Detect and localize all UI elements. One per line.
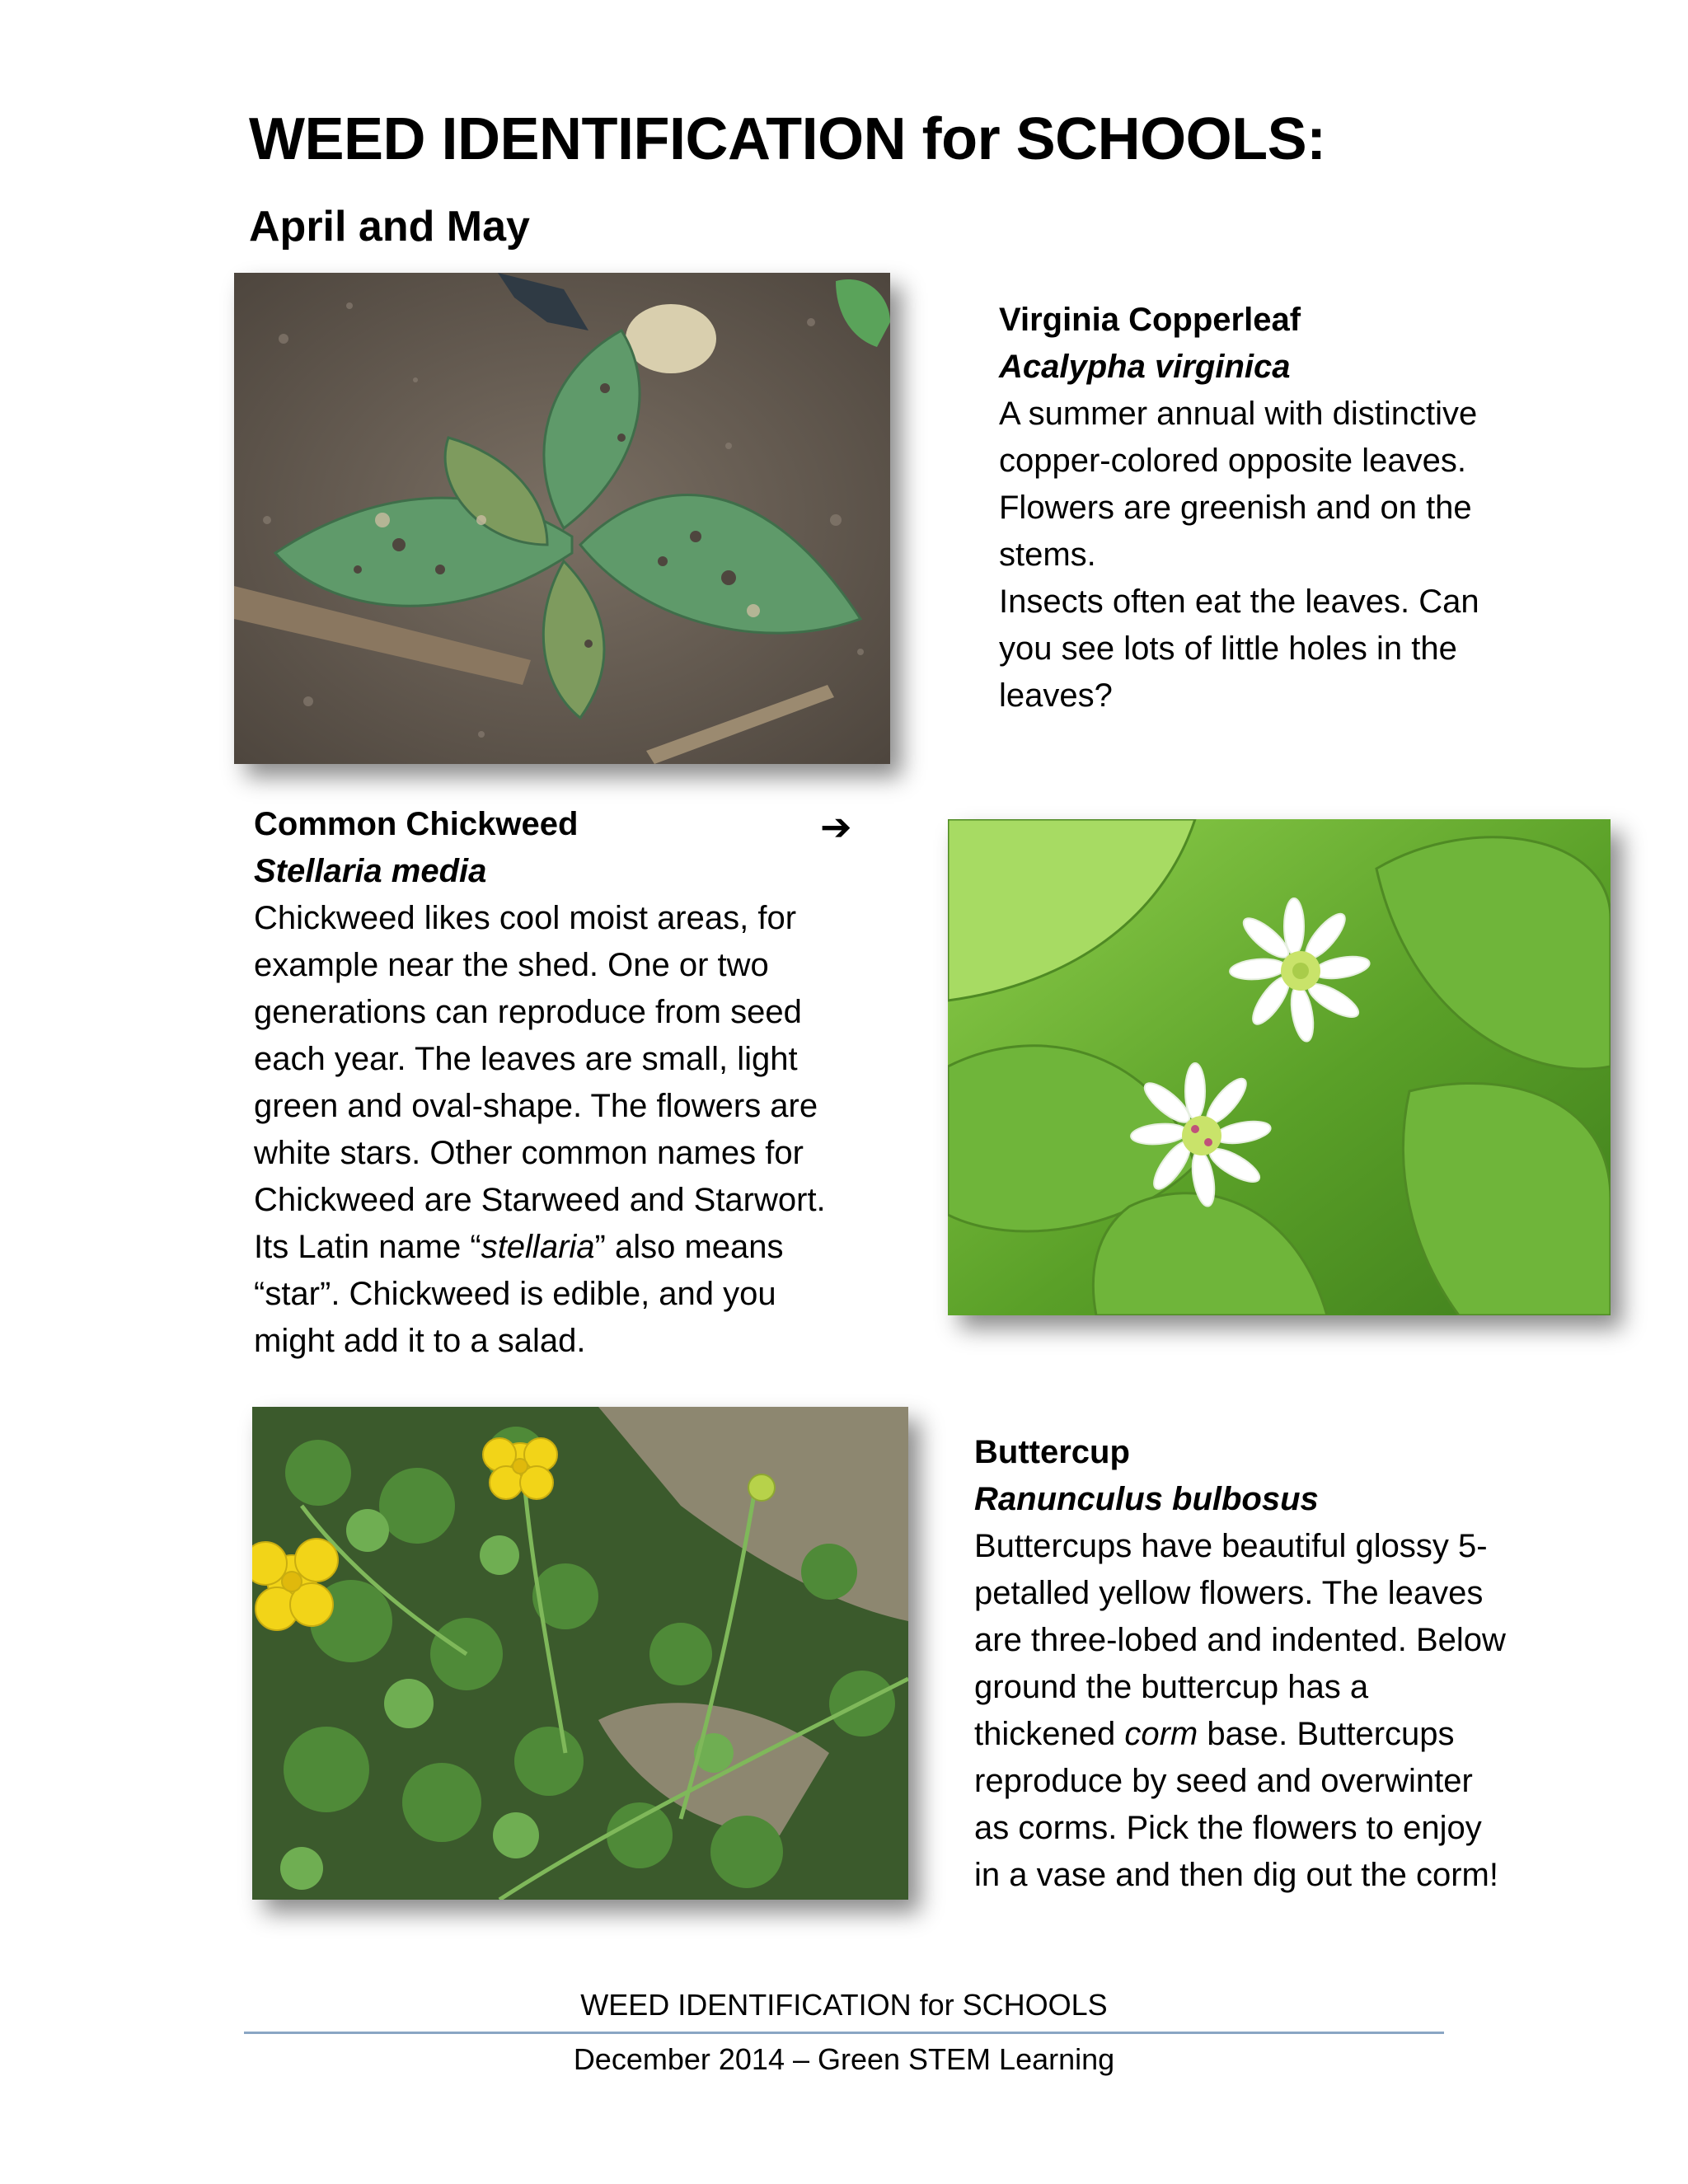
description-line: “star”. Chickweed is edible, and you — [254, 1276, 776, 1312]
copperleaf-photo — [234, 273, 890, 764]
footer-divider — [244, 2032, 1444, 2034]
footer-title: WEED IDENTIFICATION for SCHOOLS — [580, 1988, 1108, 2022]
page-title: WEED IDENTIFICATION for SCHOOLS: — [249, 106, 1326, 172]
buttercup-plants-icon — [252, 1407, 908, 1900]
description-line: petalled yellow flowers. The leaves — [974, 1575, 1484, 1611]
description-line: A summer annual with distinctive — [999, 396, 1478, 432]
description-line: Chickweed are Starweed and Starwort. — [254, 1182, 826, 1218]
copperleaf-seedling-icon — [234, 273, 890, 764]
description-line: reproduce by seed and overwinter — [974, 1763, 1473, 1799]
description-line-latin — [254, 1224, 826, 1271]
page-subtitle: April and May — [249, 203, 530, 251]
description-line: you see lots of little holes in the — [999, 630, 1457, 667]
description-line: leaves? — [999, 677, 1113, 714]
weed-latin-name: Ranunculus bulbosus — [974, 1481, 1319, 1517]
corm-line-before: thickened — [974, 1716, 1125, 1752]
description-line: in a vase and then dig out the corm! — [974, 1857, 1498, 1893]
latin-line-after: ” also means — [594, 1229, 784, 1265]
corm-line-italic: corm — [1124, 1716, 1198, 1752]
buttercup-flower-top — [483, 1438, 557, 1499]
description-line-corm — [974, 1711, 1506, 1758]
corm-line-after: base. Buttercups — [1198, 1716, 1455, 1752]
description-line: Buttercups have beautiful glossy 5- — [974, 1528, 1488, 1564]
description-line: each year. The leaves are small, light — [254, 1041, 798, 1077]
description-line: example near the shed. One or two — [254, 947, 769, 983]
chickweed-flowers-icon — [948, 819, 1611, 1315]
buttercup-photo — [252, 1407, 908, 1900]
description-line: might add it to a salad. — [254, 1323, 586, 1359]
description-line: Insects often eat the leaves. Can — [999, 583, 1479, 620]
chickweed-text — [254, 801, 826, 1365]
description-line: Flowers are greenish and on the — [999, 490, 1472, 526]
description-line: generations can reproduce from seed — [254, 994, 802, 1030]
description-line: as corms. Pick the flowers to enjoy — [974, 1810, 1482, 1846]
description-line: copper-colored opposite leaves. — [999, 443, 1467, 479]
description-line: Chickweed likes cool moist areas, for — [254, 900, 797, 936]
weed-latin-name: Acalypha virginica — [999, 349, 1291, 385]
description-line: ground the buttercup has a — [974, 1669, 1369, 1705]
description-line: stems. — [999, 537, 1096, 573]
weed-latin-name: Stellaria media — [254, 853, 487, 889]
latin-line-before: Its Latin name “ — [254, 1229, 481, 1265]
description-line: white stars. Other common names for — [254, 1135, 804, 1171]
description-line: are three-lobed and indented. Below — [974, 1622, 1506, 1658]
chickweed-photo — [948, 819, 1611, 1315]
buttercup-text — [974, 1429, 1506, 1899]
latin-line-italic: stellaria — [481, 1229, 595, 1265]
right-arrow-icon: ➔ — [820, 805, 852, 848]
copperleaf-text — [999, 297, 1479, 719]
footer-credit: December 2014 – Green STEM Learning — [573, 2042, 1115, 2076]
weed-common-name: Common Chickweed — [254, 806, 579, 842]
description-line: green and oval-shape. The flowers are — [254, 1088, 818, 1124]
weed-common-name: Buttercup — [974, 1434, 1130, 1470]
weed-common-name: Virginia Copperleaf — [999, 302, 1301, 338]
